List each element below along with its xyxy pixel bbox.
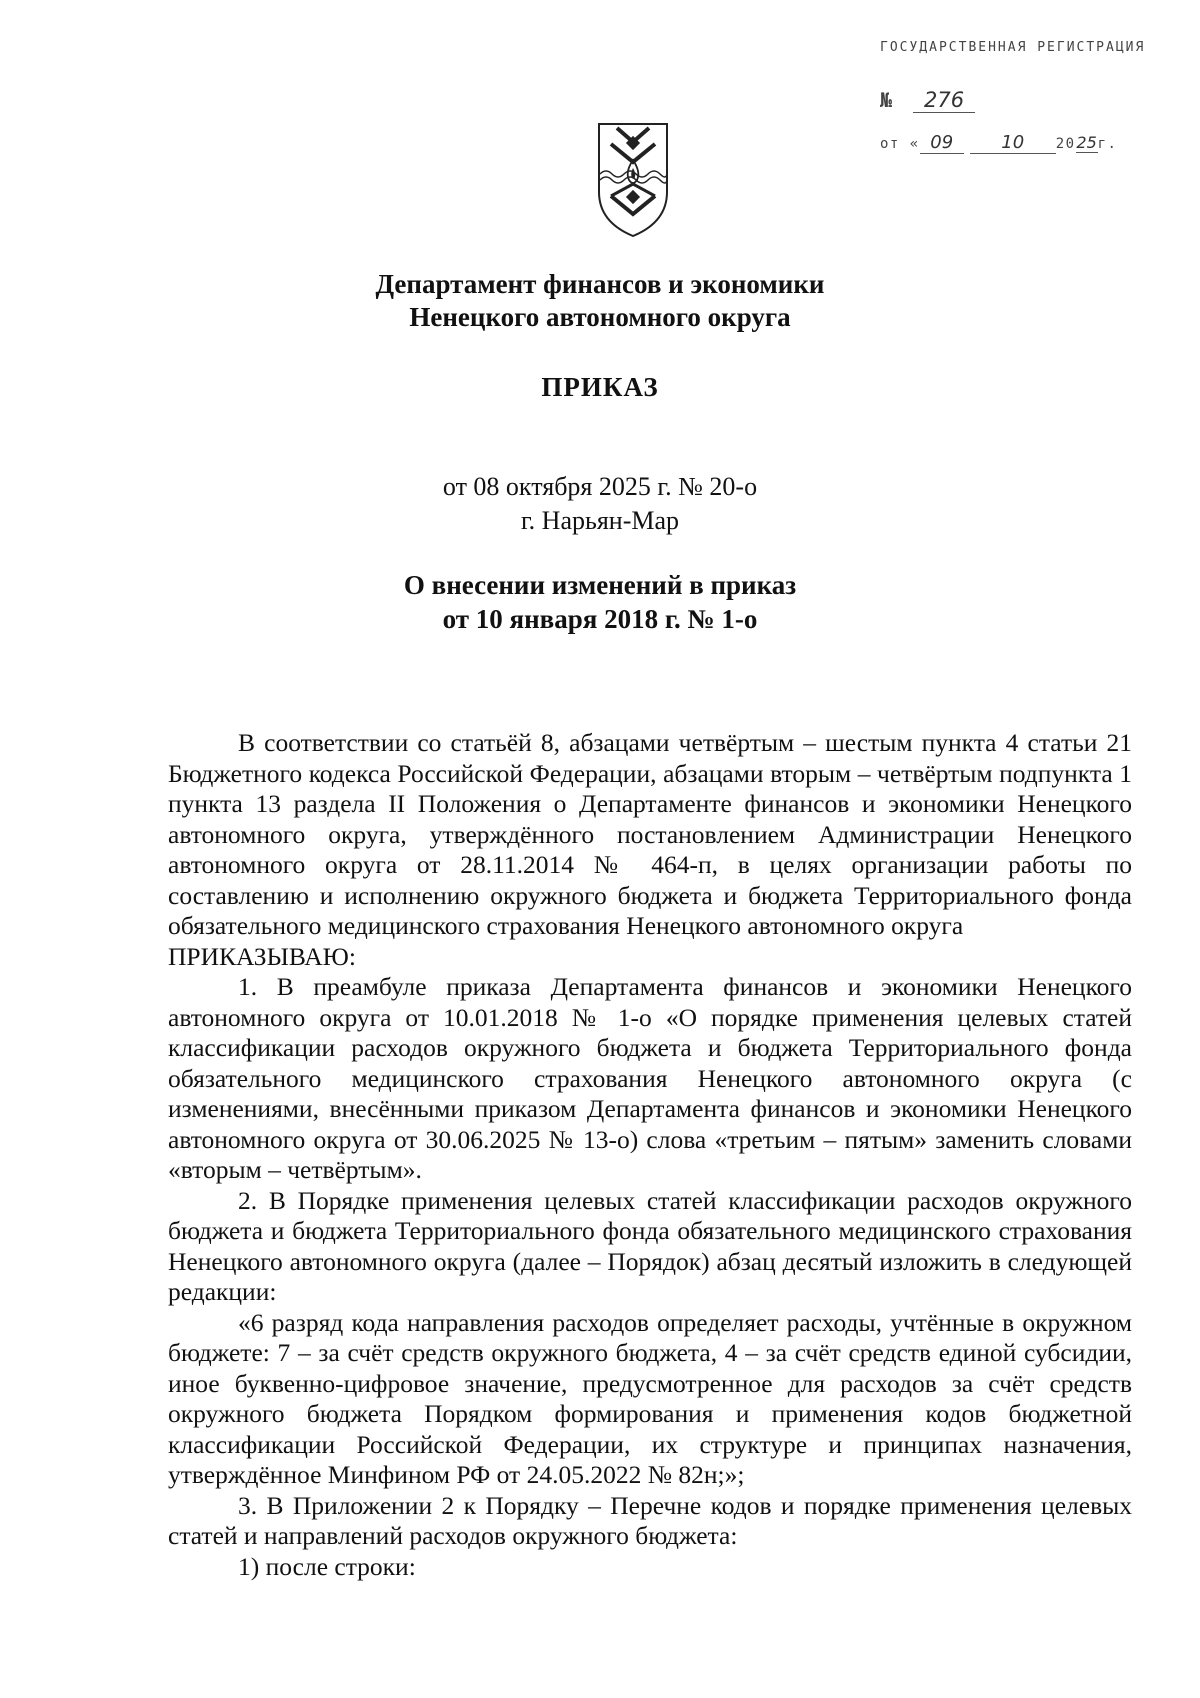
stamp-date-prefix: от « <box>880 136 920 152</box>
paragraph-2-quote: «6 разряд кода направления расходов определяет расходы, учтённые в окружном бюджете: 7 – за счёт средств окружного бюджета, 4 – за счёт средств единой субсидии, иное буквенно-цифровое значение, предусмотренное для расходов за счёт средств окружного бюджета Порядком формирования и применения кодов бюджетной классификации Российской Федерации, их структуре и принципах назначения, утверждённое Минфином РФ от 24.05.2022 № 82н;»; <box>168 1307 1132 1489</box>
stamp-day: 09 <box>920 132 964 154</box>
stamp-year-suffix: 25 <box>1076 133 1097 152</box>
date-and-place <box>0 470 1200 538</box>
stamp-number-sign: № <box>880 88 894 112</box>
stamp-title: ГОСУДАРСТВЕННАЯ РЕГИСТРАЦИЯ <box>880 40 1146 55</box>
stamp-number: 276 <box>913 88 975 113</box>
stamp-month: 10 <box>970 132 1056 154</box>
decree-word: ПРИКАЗЫВАЮ: <box>168 941 356 971</box>
subject-line-2: от 10 января 2018 г. № 1-о <box>442 604 758 634</box>
paragraph-3: 3. В Приложении 2 к Порядку – Перечне кодов и порядке применения целевых статей и направлений расходов окружного бюджета: <box>168 1490 1132 1550</box>
stamp-number-row <box>880 88 975 113</box>
department-line-1: Департамент финансов и экономики <box>375 269 825 299</box>
stamp-year-end: г. <box>1097 136 1118 152</box>
subject-line-1: О внесении изменений в приказ <box>403 570 797 600</box>
stamp-date-row <box>880 132 1117 154</box>
coat-of-arms-emblem <box>597 122 669 238</box>
document-date-number: от 08 октября 2025 г. № 20-о <box>442 472 758 501</box>
department-line-2: Ненецкого автономного округа <box>409 302 791 332</box>
paragraph-2: 2. В Порядке применения целевых статей классификации расходов окружного бюджета и бюджета Территориального фонда обязательного медицинского страхования Ненецкого автономного округа (далее – Порядок) абзац десятый изложить в следующей редакции: <box>168 1185 1132 1306</box>
document-city: г. Нарьян-Мар <box>520 506 680 535</box>
department-header <box>0 268 1200 334</box>
document-subject <box>0 568 1200 636</box>
stamp-year-prefix: 20 <box>1055 136 1076 152</box>
paragraph-3-item-1: 1) после строки: <box>238 1551 416 1581</box>
document-type: ПРИКАЗ <box>541 372 659 402</box>
preamble-paragraph: В соответствии со статьёй 8, абзацами четвёртым – шестым пункта 4 статьи 21 Бюджетного кодекса Российской Федерации, абзацами вторым – четвёртым подпункта 1 пункта 13 раздела II Положения о Департаменте финансов и экономики Ненецкого автономного округа, утверждённого постановлением Администрации Ненецкого автономного округа от 28.11.2014 № 464-п, в целях организации работы по составлению и исполнению окружного бюджета и бюджета Территориального фонда обязательного медицинского страхования Ненецкого автономного округа <box>168 728 1132 940</box>
document-body <box>168 728 1132 1582</box>
registration-stamp <box>880 40 1180 153</box>
paragraph-1: 1. В преамбуле приказа Департамента финансов и экономики Ненецкого автономного округа от 10.01.2018 № 1-о «О порядке применения целевых статей классификации расходов окружного бюджета и бюджета Территориального фонда обязательного медицинского страхования Ненецкого автономного округа (с изменениями, внесёнными приказом Департамента финансов и экономики Ненецкого автономного округа от 30.06.2025 № 13-о) слова «третьим – пятым» заменить словами «вторым – четвёртым». <box>168 972 1132 1184</box>
